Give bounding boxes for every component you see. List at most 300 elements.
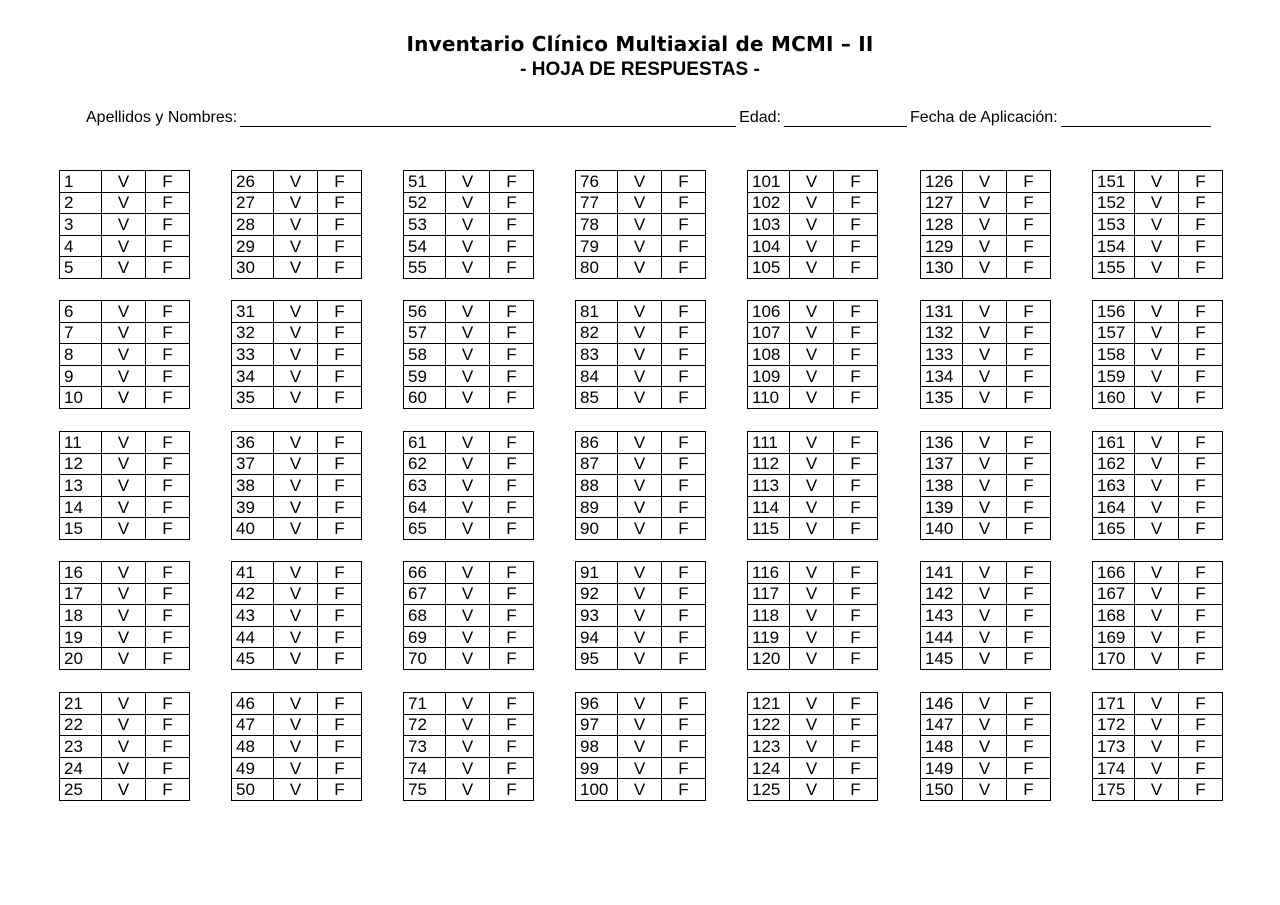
- true-option[interactable]: V: [446, 648, 490, 670]
- true-option[interactable]: V: [1135, 301, 1179, 323]
- false-option[interactable]: F: [490, 171, 534, 193]
- true-option[interactable]: V: [1135, 518, 1179, 540]
- true-option[interactable]: V: [102, 626, 146, 648]
- true-option[interactable]: V: [963, 301, 1007, 323]
- false-option[interactable]: F: [490, 453, 534, 475]
- false-option[interactable]: F: [834, 626, 878, 648]
- true-option[interactable]: V: [963, 518, 1007, 540]
- false-option[interactable]: F: [146, 583, 190, 605]
- true-option[interactable]: V: [963, 322, 1007, 344]
- false-option[interactable]: F: [1179, 257, 1223, 279]
- false-option[interactable]: F: [662, 344, 706, 366]
- false-option[interactable]: F: [146, 257, 190, 279]
- false-option[interactable]: F: [1179, 583, 1223, 605]
- true-option[interactable]: V: [790, 257, 834, 279]
- true-option[interactable]: V: [274, 714, 318, 736]
- true-option[interactable]: V: [274, 432, 318, 454]
- false-option[interactable]: F: [1007, 344, 1051, 366]
- false-option[interactable]: F: [146, 214, 190, 236]
- false-option[interactable]: F: [662, 693, 706, 715]
- false-option[interactable]: F: [1007, 648, 1051, 670]
- true-option[interactable]: V: [274, 475, 318, 497]
- false-option[interactable]: F: [146, 757, 190, 779]
- true-option[interactable]: V: [1135, 387, 1179, 409]
- true-option[interactable]: V: [618, 736, 662, 758]
- false-option[interactable]: F: [834, 736, 878, 758]
- true-option[interactable]: V: [446, 605, 490, 627]
- false-option[interactable]: F: [1179, 344, 1223, 366]
- false-option[interactable]: F: [490, 714, 534, 736]
- false-option[interactable]: F: [662, 518, 706, 540]
- false-option[interactable]: F: [1179, 387, 1223, 409]
- true-option[interactable]: V: [274, 192, 318, 214]
- false-option[interactable]: F: [662, 605, 706, 627]
- false-option[interactable]: F: [662, 365, 706, 387]
- false-option[interactable]: F: [146, 496, 190, 518]
- true-option[interactable]: V: [446, 496, 490, 518]
- false-option[interactable]: F: [1007, 626, 1051, 648]
- true-option[interactable]: V: [618, 626, 662, 648]
- false-option[interactable]: F: [318, 432, 362, 454]
- false-option[interactable]: F: [662, 301, 706, 323]
- false-option[interactable]: F: [1007, 496, 1051, 518]
- true-option[interactable]: V: [446, 693, 490, 715]
- false-option[interactable]: F: [1007, 757, 1051, 779]
- false-option[interactable]: F: [834, 518, 878, 540]
- true-option[interactable]: V: [618, 235, 662, 257]
- true-option[interactable]: V: [446, 301, 490, 323]
- true-option[interactable]: V: [1135, 605, 1179, 627]
- false-option[interactable]: F: [834, 192, 878, 214]
- true-option[interactable]: V: [618, 562, 662, 584]
- true-option[interactable]: V: [1135, 322, 1179, 344]
- true-option[interactable]: V: [274, 322, 318, 344]
- false-option[interactable]: F: [1179, 322, 1223, 344]
- true-option[interactable]: V: [790, 626, 834, 648]
- false-option[interactable]: F: [318, 605, 362, 627]
- false-option[interactable]: F: [1007, 322, 1051, 344]
- true-option[interactable]: V: [618, 779, 662, 801]
- true-option[interactable]: V: [1135, 475, 1179, 497]
- true-option[interactable]: V: [790, 214, 834, 236]
- true-option[interactable]: V: [963, 605, 1007, 627]
- true-option[interactable]: V: [274, 235, 318, 257]
- true-option[interactable]: V: [790, 583, 834, 605]
- false-option[interactable]: F: [490, 344, 534, 366]
- true-option[interactable]: V: [446, 214, 490, 236]
- true-option[interactable]: V: [102, 192, 146, 214]
- true-option[interactable]: V: [1135, 583, 1179, 605]
- true-option[interactable]: V: [446, 626, 490, 648]
- false-option[interactable]: F: [490, 257, 534, 279]
- false-option[interactable]: F: [834, 171, 878, 193]
- true-option[interactable]: V: [963, 453, 1007, 475]
- true-option[interactable]: V: [1135, 171, 1179, 193]
- false-option[interactable]: F: [490, 322, 534, 344]
- false-option[interactable]: F: [1007, 365, 1051, 387]
- true-option[interactable]: V: [446, 192, 490, 214]
- false-option[interactable]: F: [1179, 496, 1223, 518]
- false-option[interactable]: F: [1179, 518, 1223, 540]
- false-option[interactable]: F: [662, 475, 706, 497]
- false-option[interactable]: F: [318, 214, 362, 236]
- false-option[interactable]: F: [146, 475, 190, 497]
- false-option[interactable]: F: [318, 714, 362, 736]
- true-option[interactable]: V: [274, 779, 318, 801]
- true-option[interactable]: V: [618, 344, 662, 366]
- false-option[interactable]: F: [834, 322, 878, 344]
- true-option[interactable]: V: [102, 235, 146, 257]
- false-option[interactable]: F: [490, 605, 534, 627]
- true-option[interactable]: V: [102, 171, 146, 193]
- false-option[interactable]: F: [1179, 214, 1223, 236]
- false-option[interactable]: F: [146, 301, 190, 323]
- true-option[interactable]: V: [618, 693, 662, 715]
- false-option[interactable]: F: [1179, 693, 1223, 715]
- false-option[interactable]: F: [146, 344, 190, 366]
- false-option[interactable]: F: [1179, 626, 1223, 648]
- true-option[interactable]: V: [618, 714, 662, 736]
- false-option[interactable]: F: [1179, 562, 1223, 584]
- false-option[interactable]: F: [662, 583, 706, 605]
- false-option[interactable]: F: [1007, 214, 1051, 236]
- true-option[interactable]: V: [102, 365, 146, 387]
- true-option[interactable]: V: [446, 518, 490, 540]
- false-option[interactable]: F: [146, 626, 190, 648]
- false-option[interactable]: F: [146, 365, 190, 387]
- date-field[interactable]: [1061, 109, 1211, 127]
- true-option[interactable]: V: [102, 453, 146, 475]
- true-option[interactable]: V: [790, 432, 834, 454]
- false-option[interactable]: F: [834, 496, 878, 518]
- true-option[interactable]: V: [790, 322, 834, 344]
- true-option[interactable]: V: [1135, 257, 1179, 279]
- false-option[interactable]: F: [1179, 475, 1223, 497]
- true-option[interactable]: V: [1135, 714, 1179, 736]
- true-option[interactable]: V: [790, 453, 834, 475]
- true-option[interactable]: V: [274, 736, 318, 758]
- true-option[interactable]: V: [446, 387, 490, 409]
- false-option[interactable]: F: [834, 257, 878, 279]
- true-option[interactable]: V: [446, 344, 490, 366]
- true-option[interactable]: V: [102, 301, 146, 323]
- false-option[interactable]: F: [146, 779, 190, 801]
- false-option[interactable]: F: [662, 562, 706, 584]
- false-option[interactable]: F: [490, 387, 534, 409]
- true-option[interactable]: V: [790, 757, 834, 779]
- true-option[interactable]: V: [102, 322, 146, 344]
- false-option[interactable]: F: [662, 714, 706, 736]
- false-option[interactable]: F: [662, 779, 706, 801]
- false-option[interactable]: F: [1179, 365, 1223, 387]
- false-option[interactable]: F: [1179, 453, 1223, 475]
- true-option[interactable]: V: [274, 365, 318, 387]
- false-option[interactable]: F: [490, 779, 534, 801]
- true-option[interactable]: V: [618, 605, 662, 627]
- true-option[interactable]: V: [1135, 648, 1179, 670]
- true-option[interactable]: V: [274, 257, 318, 279]
- true-option[interactable]: V: [963, 693, 1007, 715]
- false-option[interactable]: F: [1179, 757, 1223, 779]
- true-option[interactable]: V: [618, 496, 662, 518]
- true-option[interactable]: V: [618, 475, 662, 497]
- false-option[interactable]: F: [318, 453, 362, 475]
- false-option[interactable]: F: [490, 496, 534, 518]
- false-option[interactable]: F: [1007, 518, 1051, 540]
- true-option[interactable]: V: [1135, 192, 1179, 214]
- false-option[interactable]: F: [1179, 432, 1223, 454]
- true-option[interactable]: V: [1135, 626, 1179, 648]
- false-option[interactable]: F: [834, 387, 878, 409]
- false-option[interactable]: F: [1007, 235, 1051, 257]
- true-option[interactable]: V: [963, 432, 1007, 454]
- false-option[interactable]: F: [490, 562, 534, 584]
- false-option[interactable]: F: [834, 757, 878, 779]
- false-option[interactable]: F: [146, 562, 190, 584]
- false-option[interactable]: F: [490, 301, 534, 323]
- false-option[interactable]: F: [318, 583, 362, 605]
- false-option[interactable]: F: [1179, 171, 1223, 193]
- true-option[interactable]: V: [790, 171, 834, 193]
- false-option[interactable]: F: [834, 453, 878, 475]
- true-option[interactable]: V: [1135, 365, 1179, 387]
- false-option[interactable]: F: [1007, 736, 1051, 758]
- true-option[interactable]: V: [963, 475, 1007, 497]
- false-option[interactable]: F: [490, 583, 534, 605]
- true-option[interactable]: V: [963, 583, 1007, 605]
- false-option[interactable]: F: [318, 626, 362, 648]
- true-option[interactable]: V: [963, 757, 1007, 779]
- false-option[interactable]: F: [662, 757, 706, 779]
- true-option[interactable]: V: [618, 432, 662, 454]
- true-option[interactable]: V: [618, 192, 662, 214]
- true-option[interactable]: V: [446, 562, 490, 584]
- true-option[interactable]: V: [790, 365, 834, 387]
- true-option[interactable]: V: [446, 365, 490, 387]
- true-option[interactable]: V: [963, 496, 1007, 518]
- false-option[interactable]: F: [834, 648, 878, 670]
- false-option[interactable]: F: [318, 387, 362, 409]
- false-option[interactable]: F: [1179, 301, 1223, 323]
- false-option[interactable]: F: [318, 257, 362, 279]
- true-option[interactable]: V: [102, 562, 146, 584]
- true-option[interactable]: V: [790, 301, 834, 323]
- true-option[interactable]: V: [274, 387, 318, 409]
- true-option[interactable]: V: [446, 475, 490, 497]
- true-option[interactable]: V: [274, 214, 318, 236]
- true-option[interactable]: V: [790, 475, 834, 497]
- false-option[interactable]: F: [662, 171, 706, 193]
- true-option[interactable]: V: [446, 736, 490, 758]
- false-option[interactable]: F: [662, 322, 706, 344]
- false-option[interactable]: F: [1007, 714, 1051, 736]
- false-option[interactable]: F: [318, 757, 362, 779]
- false-option[interactable]: F: [146, 693, 190, 715]
- false-option[interactable]: F: [1007, 257, 1051, 279]
- false-option[interactable]: F: [490, 235, 534, 257]
- false-option[interactable]: F: [490, 365, 534, 387]
- true-option[interactable]: V: [102, 736, 146, 758]
- false-option[interactable]: F: [834, 779, 878, 801]
- false-option[interactable]: F: [662, 387, 706, 409]
- true-option[interactable]: V: [446, 779, 490, 801]
- true-option[interactable]: V: [102, 693, 146, 715]
- false-option[interactable]: F: [146, 714, 190, 736]
- false-option[interactable]: F: [318, 693, 362, 715]
- true-option[interactable]: V: [274, 583, 318, 605]
- true-option[interactable]: V: [446, 714, 490, 736]
- false-option[interactable]: F: [146, 648, 190, 670]
- false-option[interactable]: F: [662, 626, 706, 648]
- true-option[interactable]: V: [274, 171, 318, 193]
- true-option[interactable]: V: [102, 257, 146, 279]
- true-option[interactable]: V: [446, 171, 490, 193]
- false-option[interactable]: F: [834, 583, 878, 605]
- false-option[interactable]: F: [1007, 387, 1051, 409]
- false-option[interactable]: F: [1179, 605, 1223, 627]
- true-option[interactable]: V: [963, 192, 1007, 214]
- true-option[interactable]: V: [274, 344, 318, 366]
- true-option[interactable]: V: [274, 453, 318, 475]
- true-option[interactable]: V: [102, 475, 146, 497]
- true-option[interactable]: V: [1135, 757, 1179, 779]
- false-option[interactable]: F: [662, 496, 706, 518]
- true-option[interactable]: V: [790, 736, 834, 758]
- true-option[interactable]: V: [446, 432, 490, 454]
- true-option[interactable]: V: [1135, 736, 1179, 758]
- false-option[interactable]: F: [146, 192, 190, 214]
- false-option[interactable]: F: [490, 648, 534, 670]
- true-option[interactable]: V: [102, 757, 146, 779]
- true-option[interactable]: V: [963, 648, 1007, 670]
- true-option[interactable]: V: [446, 235, 490, 257]
- true-option[interactable]: V: [963, 626, 1007, 648]
- true-option[interactable]: V: [1135, 453, 1179, 475]
- true-option[interactable]: V: [790, 235, 834, 257]
- false-option[interactable]: F: [834, 301, 878, 323]
- true-option[interactable]: V: [618, 365, 662, 387]
- false-option[interactable]: F: [1007, 779, 1051, 801]
- true-option[interactable]: V: [618, 214, 662, 236]
- false-option[interactable]: F: [662, 736, 706, 758]
- false-option[interactable]: F: [1007, 562, 1051, 584]
- false-option[interactable]: F: [318, 192, 362, 214]
- true-option[interactable]: V: [1135, 235, 1179, 257]
- false-option[interactable]: F: [1007, 453, 1051, 475]
- false-option[interactable]: F: [1007, 583, 1051, 605]
- false-option[interactable]: F: [834, 214, 878, 236]
- false-option[interactable]: F: [490, 736, 534, 758]
- true-option[interactable]: V: [102, 387, 146, 409]
- false-option[interactable]: F: [662, 235, 706, 257]
- true-option[interactable]: V: [963, 235, 1007, 257]
- true-option[interactable]: V: [963, 714, 1007, 736]
- name-field[interactable]: [240, 109, 736, 127]
- false-option[interactable]: F: [318, 779, 362, 801]
- true-option[interactable]: V: [102, 779, 146, 801]
- false-option[interactable]: F: [318, 736, 362, 758]
- true-option[interactable]: V: [618, 757, 662, 779]
- false-option[interactable]: F: [1007, 171, 1051, 193]
- true-option[interactable]: V: [963, 257, 1007, 279]
- false-option[interactable]: F: [318, 648, 362, 670]
- false-option[interactable]: F: [490, 518, 534, 540]
- false-option[interactable]: F: [490, 757, 534, 779]
- false-option[interactable]: F: [1007, 605, 1051, 627]
- false-option[interactable]: F: [1007, 432, 1051, 454]
- true-option[interactable]: V: [618, 171, 662, 193]
- false-option[interactable]: F: [834, 432, 878, 454]
- false-option[interactable]: F: [834, 693, 878, 715]
- true-option[interactable]: V: [790, 518, 834, 540]
- true-option[interactable]: V: [1135, 432, 1179, 454]
- false-option[interactable]: F: [1179, 648, 1223, 670]
- false-option[interactable]: F: [1179, 235, 1223, 257]
- true-option[interactable]: V: [790, 496, 834, 518]
- false-option[interactable]: F: [318, 475, 362, 497]
- false-option[interactable]: F: [1179, 192, 1223, 214]
- false-option[interactable]: F: [146, 518, 190, 540]
- true-option[interactable]: V: [963, 736, 1007, 758]
- true-option[interactable]: V: [274, 693, 318, 715]
- false-option[interactable]: F: [490, 626, 534, 648]
- true-option[interactable]: V: [274, 562, 318, 584]
- false-option[interactable]: F: [834, 714, 878, 736]
- true-option[interactable]: V: [963, 171, 1007, 193]
- true-option[interactable]: V: [446, 257, 490, 279]
- false-option[interactable]: F: [1179, 714, 1223, 736]
- false-option[interactable]: F: [834, 605, 878, 627]
- true-option[interactable]: V: [618, 453, 662, 475]
- true-option[interactable]: V: [274, 518, 318, 540]
- age-field[interactable]: [784, 109, 907, 127]
- true-option[interactable]: V: [963, 562, 1007, 584]
- true-option[interactable]: V: [790, 714, 834, 736]
- true-option[interactable]: V: [102, 648, 146, 670]
- true-option[interactable]: V: [446, 583, 490, 605]
- false-option[interactable]: F: [662, 432, 706, 454]
- true-option[interactable]: V: [446, 453, 490, 475]
- true-option[interactable]: V: [790, 562, 834, 584]
- false-option[interactable]: F: [490, 475, 534, 497]
- true-option[interactable]: V: [963, 344, 1007, 366]
- true-option[interactable]: V: [963, 387, 1007, 409]
- false-option[interactable]: F: [662, 192, 706, 214]
- true-option[interactable]: V: [274, 605, 318, 627]
- true-option[interactable]: V: [102, 605, 146, 627]
- false-option[interactable]: F: [1007, 475, 1051, 497]
- true-option[interactable]: V: [963, 365, 1007, 387]
- false-option[interactable]: F: [834, 235, 878, 257]
- true-option[interactable]: V: [102, 496, 146, 518]
- true-option[interactable]: V: [446, 757, 490, 779]
- true-option[interactable]: V: [274, 757, 318, 779]
- true-option[interactable]: V: [446, 322, 490, 344]
- true-option[interactable]: V: [618, 257, 662, 279]
- false-option[interactable]: F: [146, 322, 190, 344]
- false-option[interactable]: F: [318, 496, 362, 518]
- false-option[interactable]: F: [1179, 779, 1223, 801]
- true-option[interactable]: V: [963, 779, 1007, 801]
- true-option[interactable]: V: [274, 496, 318, 518]
- true-option[interactable]: V: [790, 648, 834, 670]
- false-option[interactable]: F: [146, 736, 190, 758]
- true-option[interactable]: V: [102, 518, 146, 540]
- false-option[interactable]: F: [1007, 192, 1051, 214]
- true-option[interactable]: V: [274, 301, 318, 323]
- false-option[interactable]: F: [318, 365, 362, 387]
- false-option[interactable]: F: [318, 235, 362, 257]
